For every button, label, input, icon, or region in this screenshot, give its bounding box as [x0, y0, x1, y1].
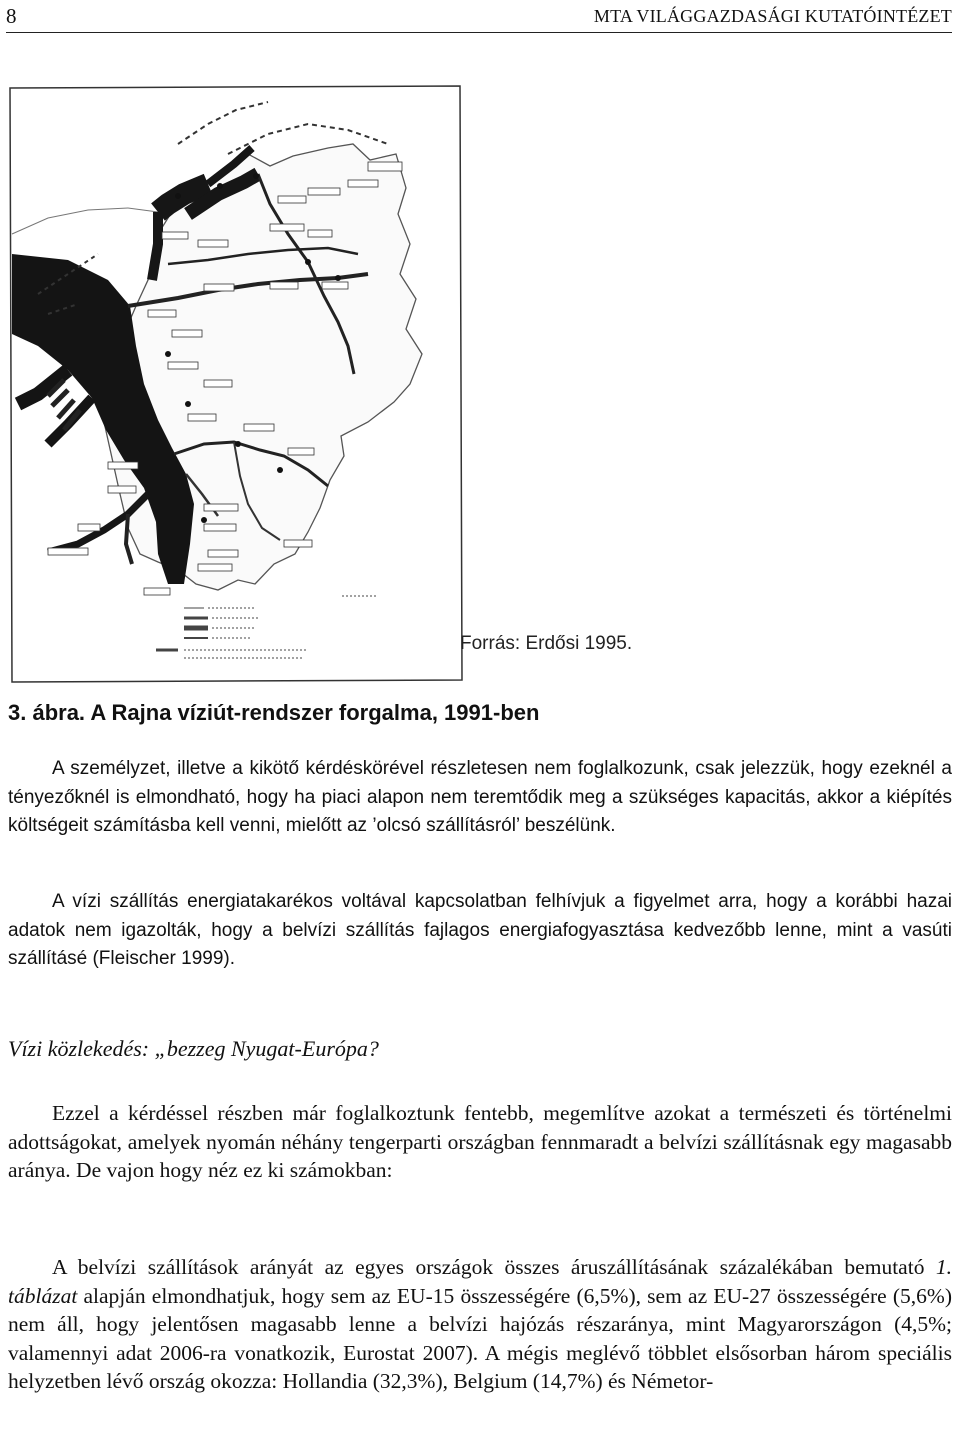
- paragraph-4-start: A belvízi szállítások arányát az egyes országok összes áruszállításának százalékában bemutató: [52, 1255, 936, 1279]
- paragraph-4: [8, 1253, 952, 1396]
- map-legend: [156, 596, 378, 658]
- figure-title: A Rajna víziút-rendszer forgalma, 1991-ben: [85, 700, 540, 725]
- page-number: 8: [6, 4, 17, 28]
- running-title: MTA VILÁGGAZDASÁGI KUTATÓINTÉZET: [593, 6, 952, 26]
- running-header: [6, 0, 952, 33]
- figure-source: Forrás: Erdősi 1995.: [460, 633, 633, 654]
- rhine-waterway-map: [8, 84, 464, 684]
- figure-number: 3. ábra.: [8, 700, 86, 725]
- north-sea-coast: [12, 208, 158, 234]
- paragraph-3: Ezzel a kérdéssel részben már foglalkoztunk fentebb, megemlítve azokat a természeti és történelmi adottságokat, amelyek nyomán néhány tengerparti országban fennmaradt a belvízi szállításnak egy magasabb aránya. De vajon hogy néz ez ki számokban:: [8, 1101, 952, 1183]
- figure-caption: [8, 700, 539, 726]
- section-heading: Vízi közlekedés: „bezzeg Nyugat-Európa?: [8, 1036, 379, 1061]
- paragraph-4-end: alapján elmondhatjuk, hogy sem az EU-15 összességére (6,5%), sem az EU-27 összességére (5,6%) nem áll, hogy jelentősen magasabb lenne a belvízi hajózás részaránya, mint Magyarországon (4,5%; valamennyi adat 2006-ra vonatkozik, Eurostat 2007). A mégis meglévő többlet elsősorban három speciális helyzetben lévő ország okozza: Hollandia (32,3%), Belgium (14,7%) és Németor-: [8, 1283, 952, 1394]
- table-reference: 1. táblázat: [8, 1255, 952, 1308]
- paragraph-2: A vízi szállítás energiatakarékos voltával kapcsolatban felhívjuk a figyelmet arra, hogy a korábbi hazai adatok nem igazolták, hogy a belvízi szállítás fajlagos energiafogyasztása kedvezőbb lenne, mint a vasúti szállításé (Fleischer 1999).: [8, 891, 952, 970]
- paragraph-1: A személyzet, illetve a kikötő kérdéskörével részletesen nem foglalkozunk, csak jelezzük, hogy ezeknél a tényezőknél is elmondható, hogy ha piaci alapon nem teremtődik meg a szükséges kapacitás, akkor a kiépítés költségeit számításba kell venni, mielőtt az ’olcsó szállításról’ beszélünk.: [8, 758, 952, 837]
